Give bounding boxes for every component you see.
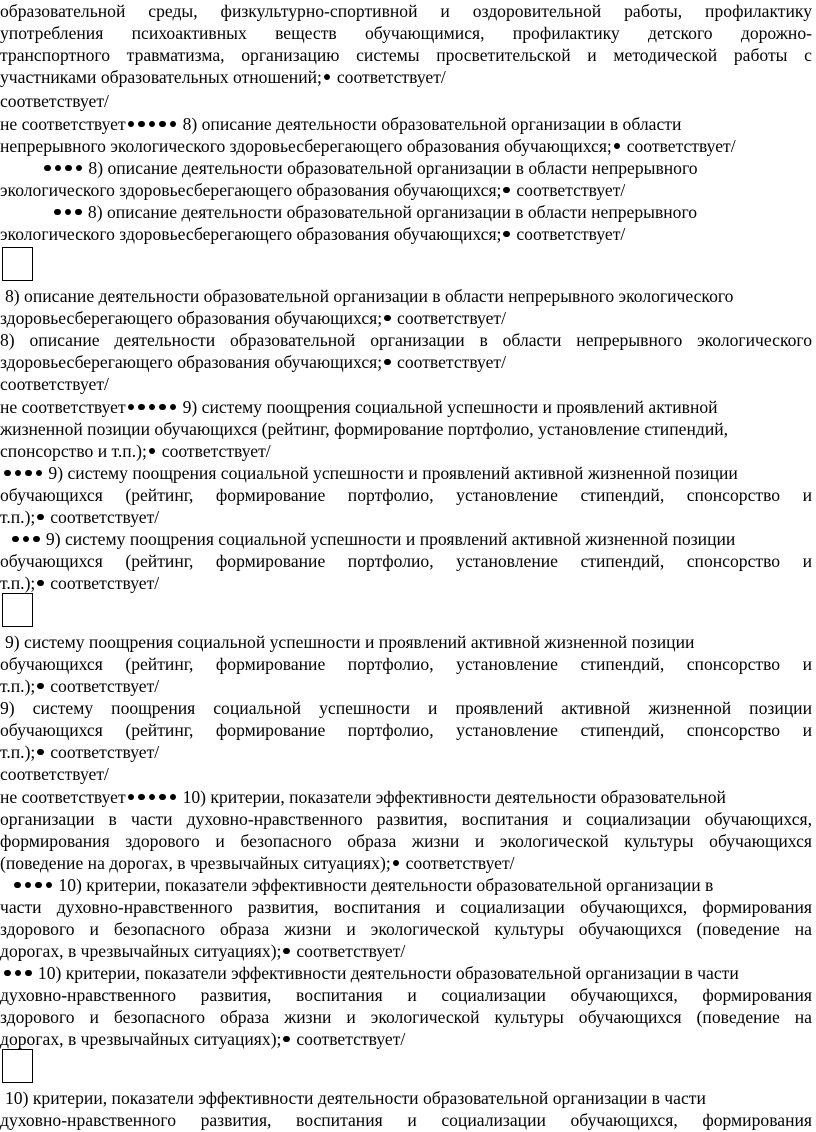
text-line: т.п.); соответствует/	[0, 676, 160, 696]
bullet-icon	[149, 121, 156, 128]
bullet-icon	[37, 683, 44, 690]
bullet-icon	[33, 536, 40, 543]
bullet-icon	[44, 165, 51, 172]
bullet-icon	[76, 165, 83, 172]
text-line: обучающихся (рейтинг, формирование портфолио, установление стипендий, спонсорство и	[0, 485, 812, 505]
text-line: части духовно-нравственного развития, воспитания и социализации обучающихся, формирования	[0, 897, 812, 917]
bullet-icon	[503, 231, 510, 238]
bullet-icon	[15, 970, 22, 977]
bullet-icon	[25, 970, 32, 977]
text-line: образовательной среды, физкультурно-спортивной и оздоровительной работы, профилактику	[0, 1, 812, 21]
bullet-icon	[138, 794, 145, 801]
bullet-icon	[37, 514, 44, 521]
bullet-icon	[14, 882, 21, 889]
bullet-icon	[4, 970, 11, 977]
bullet-icon	[159, 794, 166, 801]
text-line: 10) критерии, показатели эффективности деятельности образовательной организации в части	[5, 1088, 706, 1108]
text-line: обучающихся (рейтинг, формирование портфолио, установление стипендий, спонсорство и	[0, 551, 812, 571]
text-line: непрерывного экологического здоровьесберегающего образования обучающихся; соответствует/	[0, 136, 736, 156]
bullet-icon	[170, 404, 177, 411]
empty-checkbox	[2, 247, 33, 281]
text-line: духовно-нравственного развития, воспитания и социализации обучающихся, формирования	[0, 985, 812, 1005]
bullet-icon	[15, 470, 22, 477]
text-line: экологического здоровьесберегающего образования обучающихся; соответствует/	[0, 180, 626, 200]
bullet-icon	[128, 404, 135, 411]
text-line: не соответствует 8) описание деятельности образовательной организации в области	[0, 114, 682, 134]
text-line: 8) описание деятельности образовательной организации в области непрерывного	[42, 157, 698, 179]
text-line: соответствует/	[0, 91, 109, 111]
bullet-icon	[324, 74, 331, 81]
bullet-icon	[283, 948, 290, 955]
text-line: здорового и безопасного образа жизни и экологической культуры обучающихся (поведение на	[0, 919, 812, 939]
bullet-icon	[55, 165, 62, 172]
text-line: здоровьесберегающего образования обучающихся; соответствует/	[0, 308, 506, 328]
bullet-icon	[23, 536, 30, 543]
bullet-icon	[503, 187, 510, 194]
text-line: участниками образовательных отношений; соответствует/	[0, 67, 446, 87]
text-line: обучающихся (рейтинг, формирование портфолио, установление стипендий, спонсорство и	[0, 654, 812, 674]
text-line: экологического здоровьесберегающего образования обучающихся; соответствует/	[0, 224, 626, 244]
text-line: 10) критерии, показатели эффективности деятельности образовательной организации в	[12, 874, 713, 896]
bullet-icon	[128, 121, 135, 128]
bullet-icon	[384, 359, 391, 366]
text-line: т.п.); соответствует/	[0, 507, 160, 527]
text-line: жизненной позиции обучающихся (рейтинг, формирование портфолио, установление стипендий,	[0, 419, 729, 439]
text-line: духовно-нравственного развития, воспитания и социализации обучающихся, формирования	[0, 1110, 812, 1130]
text-line: транспортного травматизма, организацию системы просветительской и методической работы с	[0, 45, 812, 65]
text-line: 8) описание деятельности образовательной организации в области непрерывного	[52, 201, 697, 223]
bullet-icon	[384, 315, 391, 322]
bullet-icon	[46, 882, 53, 889]
text-line: формирования здорового и безопасного образа жизни и экологической культуры обучающихся	[0, 831, 812, 851]
text-line: 9) систему поощрения социальной успешности и проявлений активной жизненной позиции	[2, 462, 738, 484]
bullet-icon	[25, 470, 32, 477]
bullet-icon	[149, 404, 156, 411]
text-line: 8) описание деятельности образовательной организации в области непрерывного экологического	[0, 330, 812, 350]
text-line: организации в части духовно-нравственного развития, воспитания и социализации обучающихся,	[0, 809, 812, 829]
text-line: употребления психоактивных веществ обучающимися, профилактику детского дорожно-	[0, 23, 812, 43]
text-line: 9) систему поощрения социальной успешности и проявлений активной жизненной позиции	[10, 528, 735, 550]
bullet-icon	[75, 209, 82, 216]
bullet-icon	[25, 882, 32, 889]
text-line: 8) описание деятельности образовательной организации в области непрерывного экологического	[5, 286, 734, 306]
text-line: спонсорство и т.п.); соответствует/	[0, 441, 271, 461]
text-line: здоровьесберегающего образования обучающихся; соответствует/	[0, 352, 506, 372]
bullet-icon	[138, 121, 145, 128]
text-line: дорогах, в чрезвычайных ситуациях); соответствует/	[0, 941, 406, 961]
text-line: (поведение на дорогах, в чрезвычайных ситуациях); соответствует/	[0, 853, 515, 873]
bullet-icon	[4, 470, 11, 477]
text-line: не соответствует 10) критерии, показатели эффективности деятельности образовательной	[0, 787, 726, 807]
bullet-icon	[614, 143, 621, 150]
empty-checkbox	[2, 593, 33, 627]
text-line: не соответствует 9) систему поощрения социальной успешности и проявлений активной	[0, 397, 718, 417]
bullet-icon	[159, 404, 166, 411]
bullet-icon	[54, 209, 61, 216]
bullet-icon	[35, 882, 42, 889]
empty-checkbox	[2, 1049, 33, 1083]
bullet-icon	[128, 794, 135, 801]
bullet-icon	[37, 749, 44, 756]
text-line: 9) систему поощрения социальной успешности и проявлений активной жизненной позиции	[5, 632, 695, 652]
text-line: соответствует/	[0, 374, 109, 394]
text-line: т.п.); соответствует/	[0, 742, 160, 762]
text-line: соответствует/	[0, 764, 109, 784]
bullet-icon	[170, 121, 177, 128]
text-line: 10) критерии, показатели эффективности деятельности образовательной организации в части	[2, 962, 739, 984]
text-line: т.п.); соответствует/	[0, 573, 160, 593]
bullet-icon	[65, 209, 72, 216]
text-line: 9) систему поощрения социальной успешности и проявлений активной жизненной позиции	[0, 698, 812, 718]
bullet-icon	[283, 1036, 290, 1043]
text-line: дорогах, в чрезвычайных ситуациях); соответствует/	[0, 1029, 406, 1049]
bullet-icon	[159, 121, 166, 128]
bullet-icon	[138, 404, 145, 411]
text-line: здорового и безопасного образа жизни и экологической культуры обучающихся (поведение на	[0, 1007, 812, 1027]
bullet-icon	[149, 448, 156, 455]
bullet-icon	[170, 794, 177, 801]
bullet-icon	[393, 860, 400, 867]
bullet-icon	[36, 470, 43, 477]
bullet-icon	[149, 794, 156, 801]
bullet-icon	[65, 165, 72, 172]
bullet-icon	[37, 580, 44, 587]
bullet-icon	[12, 536, 19, 543]
text-line: обучающихся (рейтинг, формирование портфолио, установление стипендий, спонсорство и	[0, 720, 812, 740]
